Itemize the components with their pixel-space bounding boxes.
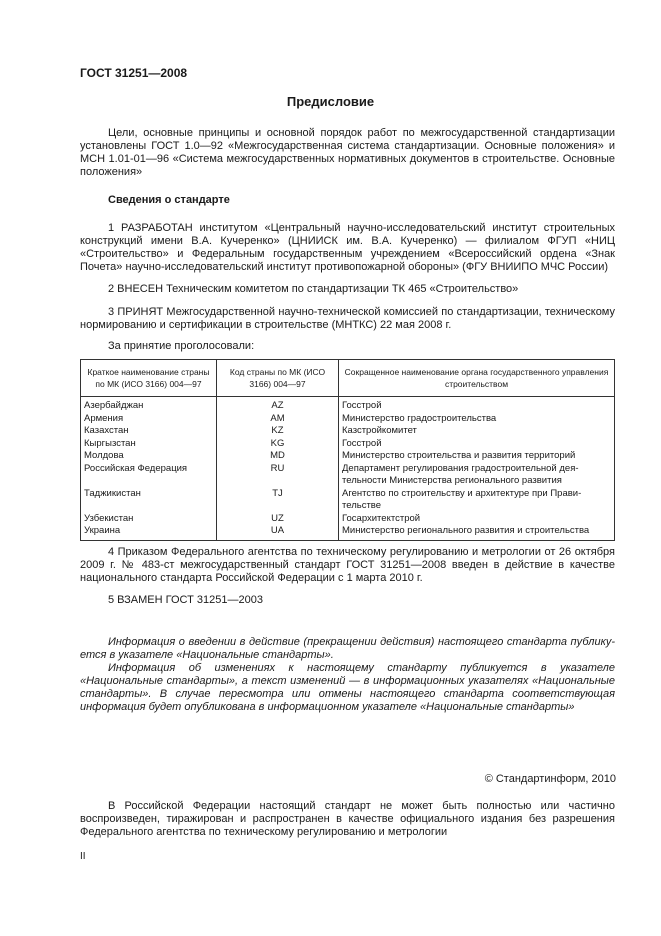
item-4-order: 4 Приказом Федерального агентства по техническому регулированию и метрологии от 26 октября 2009 г. № 483-ст межгосударственный стандарт ГОСТ 31251—2008 введен в действие в качестве национального стандарта Российской Федерации с 1 марта 2010 г. [80,546,615,584]
table-row [81,525,615,540]
item-2-submitted: 2 ВНЕСЕН Техническим комитетом по стандартизации ТК 465 «Строительство» [108,283,519,295]
table-header-row [81,360,615,397]
vote-label: За принятие проголосовали: [108,340,255,352]
info-enactment: Информация о введении в действие (прекращении действия) настоящего стандарта публикуется в указателе «Национальные стандарты». [80,636,615,661]
info-changes: Информация об изменениях к настоящему стандарту публикуется в указателе «Национальные стандарты», а текст изменений — в информационных указателях «Национальные стандарты». В случае пересмотра или отмены настоящего стандарта соответствующая информация будет опубликована в информационном указателе «Национальные стандарты» [80,662,615,713]
country-cell: Таджикистан [81,488,217,513]
country-cell: Узбекистан [81,513,217,526]
item-5-replaces: 5 ВЗАМЕН ГОСТ 31251—2003 [108,594,263,606]
standard-code: ГОСТ 31251—2008 [80,66,188,80]
header-code: Код страны по МК (ИСО 3166) 004—97 [217,360,339,397]
item-1-developed: 1 РАЗРАБОТАН институтом «Центральный научно-исследовательский институт строительных конструкций имени В.А. Кучеренко» (ЦНИИСК им. В.А. Кучеренко) — филиалом ФГУП «НИЦ «Строительство» и Федеральным государственным учреждением «Всероссийский ордена «Знак Почета» научно-исследовательский институт противопожарной обороны» (ФГУ ВНИИПО МЧС России) [80,222,615,273]
authority-cell: Министерство строительства и развития территорий [339,450,615,463]
page-number: II [80,851,86,862]
authority-cell: Агентство по строительству и архитектуре при Правительстве [339,488,615,513]
code-cell: TJ [217,488,339,513]
table-row [81,425,615,438]
table-row [81,513,615,526]
header-country: Краткое наименование страны по МК (ИСО 3166) 004—97 [81,360,217,397]
table-row [81,438,615,451]
country-cell: Казахстан [81,425,217,438]
country-cell: Молдова [81,450,217,463]
authority-cell: Казстройкомитет [339,425,615,438]
code-cell: RU [217,463,339,488]
authority-cell: Департамент регулирования градостроительной деятельности Министерства регионального развития [339,463,615,488]
code-cell: MD [217,450,339,463]
country-cell: Украина [81,525,217,540]
table-row [81,450,615,463]
country-cell: Кыргызстан [81,438,217,451]
code-cell: AZ [217,397,339,413]
section-subtitle: Сведения о стандарте [108,194,230,206]
authority-cell: Министерство градостроительства [339,413,615,426]
authority-cell: Госархитектстрой [339,513,615,526]
authority-cell: Госстрой [339,397,615,413]
country-cell: Российская Федерация [81,463,217,488]
table-row [81,413,615,426]
intro-paragraph: Цели, основные принципы и основной порядок работ по межгосударственной стандартизации установлены ГОСТ 1.0—92 «Межгосударственная система стандартизации. Основные положения» и МСН 1.01-01—96 «Система межгосударственных нормативных документов в строительстве. Основные положения» [80,127,615,178]
country-cell: Армения [81,413,217,426]
code-cell: KG [217,438,339,451]
page-title: Предисловие [286,94,375,109]
header-authority: Сокращенное наименование органа государственного управления строительством [339,360,615,397]
copyright: © Стандартинформ, 2010 [484,773,616,785]
item-3-adopted: 3 ПРИНЯТ Межгосударственной научно-технической комиссией по стандартизации, техническому нормированию и сертификации в строительстве (МНТКС) 22 мая 2008 г. [80,306,615,331]
authority-cell: Госстрой [339,438,615,451]
country-cell: Азербайджан [81,397,217,413]
legal-notice: В Российской Федерации настоящий стандарт не может быть полностью или частично воспроизведен, тиражирован и распространен в качестве официального издания без разрешения Федерального агентства по техническому регулированию и метрологии [80,800,615,838]
voting-table [80,359,615,541]
code-cell: AM [217,413,339,426]
code-cell: UA [217,525,339,540]
table-row [81,463,615,488]
code-cell: UZ [217,513,339,526]
authority-cell: Министерство регионального развития и строительства [339,525,615,540]
table-row [81,397,615,413]
code-cell: KZ [217,425,339,438]
table-row [81,488,615,513]
